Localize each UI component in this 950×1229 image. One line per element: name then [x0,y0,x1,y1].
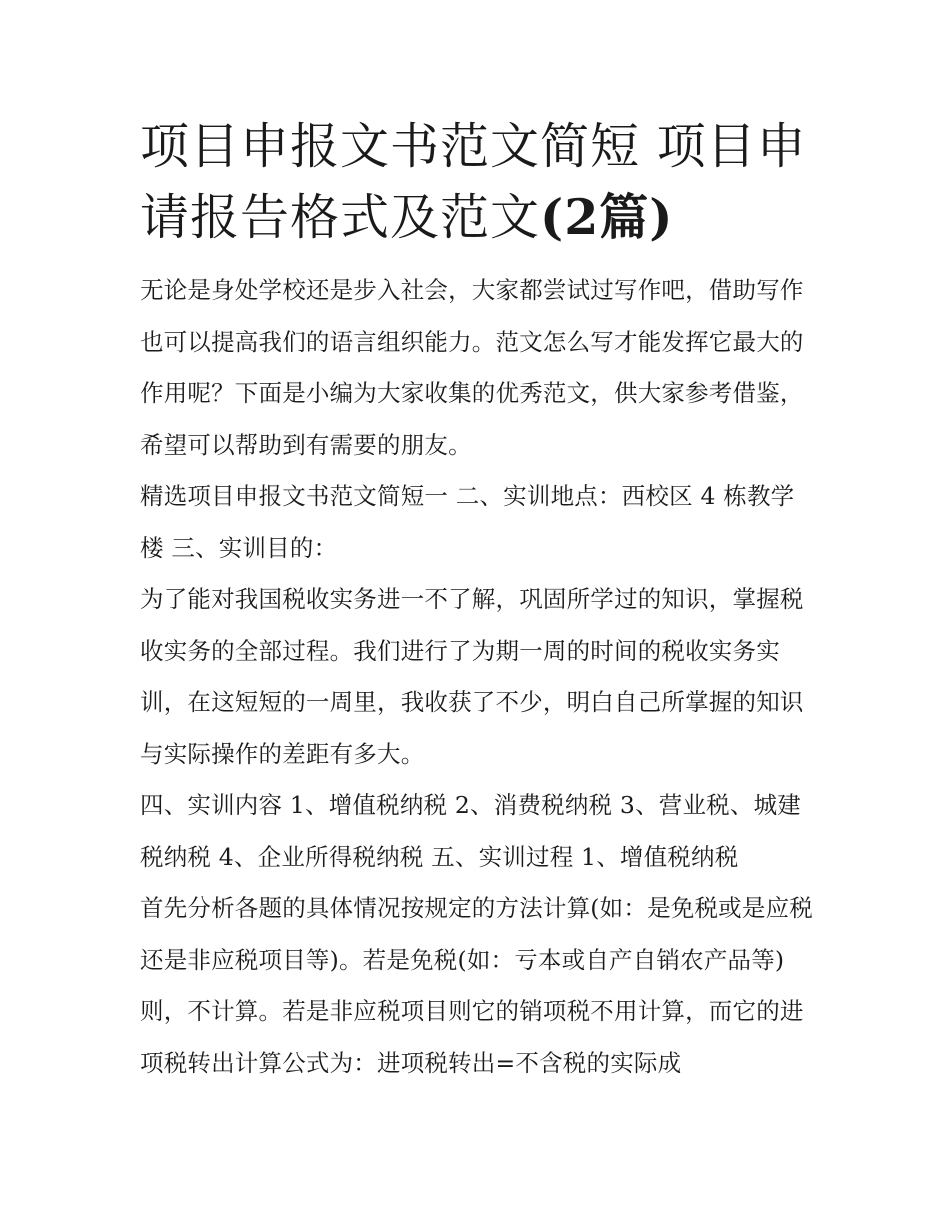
document-title: 项目申报文书范文简短 项目申请报告格式及范文(2篇) [140,118,807,246]
paragraph-intro: 无论是身处学校还是步入社会，大家都尝试过写作吧，借助写作也可以提高我们的语言组织能力。范文怎么写才能发挥它最大的作用呢？下面是小编为大家收集的优秀范文，供大家参考借鉴，希望可以帮助到有需要的朋友。 [140,276,804,459]
document-body [140,265,815,1089]
paragraph-process: 首先分析各题的具体情况按规定的方法计算(如：是免税或是应税还是非应税项目等)。若是免税(如：亏本或自产自销农产品等)则，不计算。若是非应税项目则它的销项税不用计算，而它的进项税转出计算公式为：进项税转出=不含税的实际成 [140,894,813,1077]
document-page [140,112,815,1089]
paragraph-section-heading: 精选项目申报文书范文简短一 二、实训地点：西校区 4 栋教学楼 三、实训目的： [140,482,795,562]
paragraph-content-list: 四、实训内容 1、增值税纳税 2、消费税纳税 3、营业税、城建税纳税 4、企业所得税纳税 五、实训过程 1、增值税纳税 [140,791,801,871]
paragraph-purpose: 为了能对我国税收实务进一不了解，巩固所学过的知识，掌握税收实务的全部过程。我们进行了为期一周的时间的税收实务实训，在这短短的一周里，我收获了不少，明白自己所掌握的知识与实际操作的差距有多大。 [140,585,804,768]
